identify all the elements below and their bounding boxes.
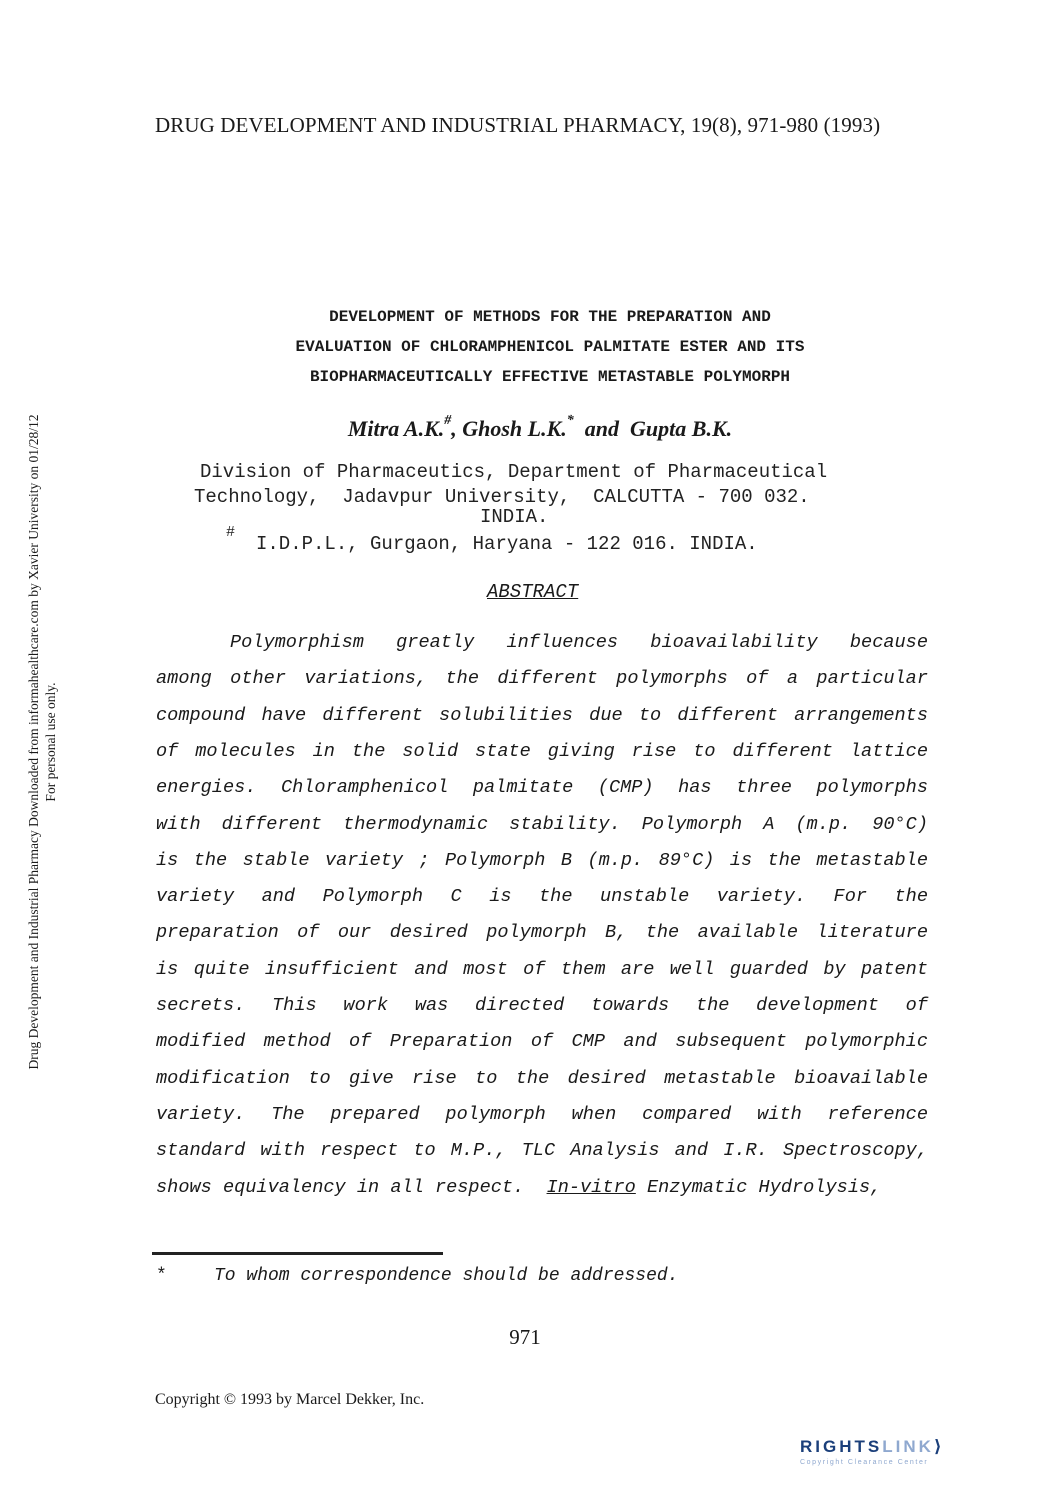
abstract-line: modified method of Preparation of CMP and subsequent polymorphic <box>156 1031 928 1053</box>
copyright-notice: Copyright © 1993 by Marcel Dekker, Inc. <box>155 1391 425 1408</box>
author-separator: , <box>451 416 463 441</box>
abstract-line: standard with respect to M.P., TLC Analysis and I.R. Spectroscopy, <box>156 1140 928 1162</box>
abstract-line: secrets. This work was directed towards the development of <box>156 995 928 1016</box>
side-download-notice <box>0 0 58 1500</box>
author-gupta: Gupta B.K. <box>630 416 733 441</box>
abstract-line: preparation of our desired polymorph B, the available literature <box>156 922 928 944</box>
abstract-line: with different thermodynamic stability. Polymorph A (m.p. 90°C) <box>156 813 928 835</box>
abstract-line: variety and Polymorph C is the unstable variety. For the <box>156 886 928 908</box>
logo-tagline: Copyright Clearance Center <box>800 1459 929 1466</box>
author-mitra-mark: # <box>444 412 452 428</box>
title-line-3: BIOPHARMACEUTICALLY EFFECTIVE METASTABLE POLYMORPH <box>309 368 791 386</box>
page-number: 971 <box>509 1325 541 1349</box>
abstract-heading: ABSTRACT <box>487 581 579 603</box>
footnote-mark: * <box>156 1266 167 1286</box>
rightslink-logo[interactable] <box>800 1437 1030 1477</box>
affiliation-line-2: Technology, Jadavpur University, CALCUTTA - 700 032. <box>194 486 810 508</box>
logo-arrow-icon: ⟩ <box>933 1437 942 1456</box>
title-line-1: DEVELOPMENT OF METHODS FOR THE PREPARATION AND <box>329 308 771 326</box>
affiliation-line-1: Division of Pharmaceutics, Department of Pharmaceutical <box>200 461 828 483</box>
abstract-line: compound have different solubilities due to different arrangements <box>156 704 928 726</box>
abstract-line: Polymorphism greatly influences bioavailability because <box>230 632 928 653</box>
abstract-line: variety. The prepared polymorph when compared with reference <box>156 1103 928 1125</box>
title-line-2: EVALUATION OF CHLORAMPHENICOL PALMITATE ESTER AND ITS <box>295 338 805 356</box>
abstract-line: is quite insufficient and most of them are well guarded by patent <box>156 958 928 980</box>
abstract-line: among other variations, the different polymorphs of a particular <box>156 668 928 690</box>
affiliation-secondary: I.D.P.L., Gurgaon, Haryana - 122 016. INDIA. <box>256 533 758 555</box>
abstract-line: of molecules in the solid state giving rise to different lattice <box>156 740 928 762</box>
footnote-text: To whom correspondence should be addressed. <box>214 1266 679 1286</box>
author-ghosh-mark: * <box>566 412 574 428</box>
abstract-last-text: shows equivalency in all respect. <box>156 1176 547 1198</box>
side-notice-line-1: Drug Development and Industrial Pharmacy Downloaded from informahealthcare.com by Xavier University on 01/28/12 <box>26 414 41 1070</box>
footnote <box>156 1266 678 1286</box>
author-and: and <box>573 416 631 441</box>
abstract-line: modification to give rise to the desired metastable bioavailable <box>156 1067 928 1089</box>
abstract-line-last <box>156 1177 928 1198</box>
logo-link-text: LINK <box>882 1437 934 1456</box>
abstract-line: energies. Chloramphenicol palmitate (CMP) has three polymorphs <box>156 777 928 799</box>
logo-rights-text: RIGHTS <box>800 1437 883 1456</box>
affiliation-line-3: INDIA. <box>480 506 549 528</box>
abstract-last-text-end: Enzymatic Hydrolysis, <box>635 1176 882 1198</box>
footnote-rule <box>152 1252 443 1255</box>
abstract-line: is the stable variety ; Polymorph B (m.p. 89°C) is the metastable <box>156 849 928 871</box>
affiliation-secondary-mark: # <box>226 524 236 541</box>
author-mitra: Mitra A.K. <box>347 416 445 441</box>
in-vitro-term: In-vitro <box>546 1176 636 1198</box>
author-list <box>200 412 880 442</box>
abstract-body <box>156 632 928 1202</box>
side-notice-line-2: For personal use only. <box>43 682 58 802</box>
journal-header: DRUG DEVELOPMENT AND INDUSTRIAL PHARMACY, 19(8), 971-980 (1993) <box>155 113 881 137</box>
author-ghosh: Ghosh L.K. <box>462 416 567 441</box>
